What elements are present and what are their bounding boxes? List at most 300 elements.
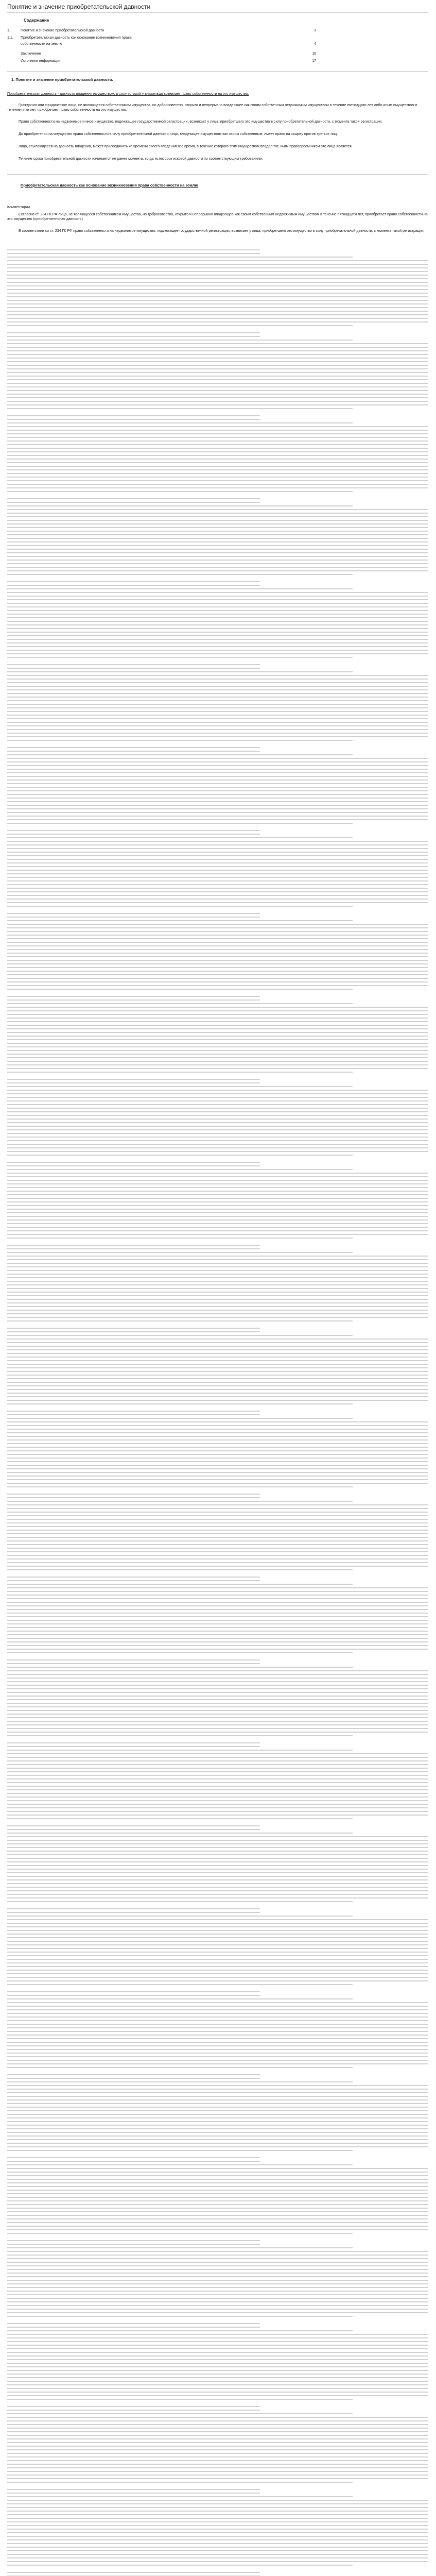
text-line [7,2049,428,2050]
text-line [7,650,428,651]
text-line [7,1847,428,1848]
text-line [7,671,353,672]
text-line [7,2529,428,2530]
text-line [7,296,428,297]
text-line [7,722,428,723]
text-line [7,2103,428,2104]
text-line [7,2092,428,2093]
text-line [7,1558,428,1560]
text-line [7,1057,428,1058]
text-line [7,1357,428,1358]
toc-item[interactable] [7,36,316,40]
text-line [7,2099,428,2100]
text-line [7,1649,428,1650]
text-line [7,1028,428,1029]
text-line [7,1670,428,1671]
text-line [7,697,428,698]
text-line [7,2384,428,2385]
text-line [7,2446,428,2447]
text-line [7,1717,428,1718]
text-line [7,1746,260,1747]
text-line [7,1714,428,1715]
text-line [7,2081,353,2082]
text-line [7,1728,428,1729]
text-line [7,2565,353,2566]
text-line [7,1735,353,1736]
text-line [7,451,428,452]
text-line [7,285,428,286]
text-line [7,754,353,755]
text-line [7,1952,428,1953]
text-line [7,2016,428,2018]
text-line [7,433,428,434]
text-line [7,1501,353,1502]
text-line [7,2078,260,2079]
text-line [7,2128,428,2129]
text-line [7,848,428,849]
text-line [7,779,428,781]
text-line [7,1090,428,1091]
text-line [7,401,428,402]
text-line [7,679,428,680]
text-line [7,660,428,662]
text-line [7,1093,428,1094]
text-line [7,1378,428,1379]
text-line [7,704,428,705]
text-line [7,1252,353,1253]
text-line [7,1436,428,1437]
text-line [7,1097,428,1098]
text-line [7,2301,428,2302]
text-line [7,1111,428,1112]
text-line [7,563,428,564]
text-line [7,693,428,694]
text-line [7,2572,260,2573]
text-line [7,844,428,845]
text-line [7,1403,353,1404]
text-line [7,2485,428,2486]
text-line [7,545,428,546]
text-line [7,430,428,431]
text-line [7,2568,428,2569]
text-line [7,1919,428,1920]
text-line [7,1580,260,1581]
text-line [7,1454,428,1455]
text-line [7,2287,428,2288]
text-line [7,1613,428,1614]
text-line [7,2471,428,2472]
text-line [7,1815,428,1816]
section-heading [21,183,417,188]
text-line [7,1072,353,1073]
text-line [7,1205,428,1206]
text-line [7,336,260,337]
text-line [7,2085,428,2086]
text-line [7,368,428,369]
text-line [7,1923,428,1924]
text-line [7,523,428,524]
toc-item-number: 1.1. [7,36,13,40]
text-line [7,2197,428,2198]
toc-item[interactable] [21,52,316,56]
text-line [7,2298,428,2299]
text-line [7,527,428,528]
text-line [7,2027,428,2028]
text-line [7,596,428,597]
text-line [7,2525,428,2526]
text-line [7,1432,428,1433]
text-line [7,2258,428,2259]
text-line [7,1861,428,1862]
text-line [7,1266,428,1267]
paragraph: Течение срока приобретательной давности начинается не ранее момента, когда истек срок исковой давности по соответствующим требованиям. [19,157,263,161]
text-line [7,1082,260,1083]
text-line [7,267,428,268]
text-line [7,2323,260,2324]
text-line [7,2500,428,2501]
text-line [7,1292,428,1293]
text-line [7,758,428,759]
text-line [7,1627,428,1628]
text-line [7,1696,428,1697]
text-line [7,1061,428,1062]
text-line [7,1959,428,1960]
text-line [7,1905,428,1906]
text-line [7,1122,428,1123]
text-line [7,1732,428,1733]
text-line [7,1248,260,1249]
text-line [7,2186,428,2187]
text-line [7,1706,428,1707]
text-line [7,906,353,907]
text-line [7,2168,428,2169]
text-line [7,1494,260,1495]
text-line [7,473,428,474]
paragraph: Согласно ст. 234 ГК РФ лицо, не являющееся собственником имущества, но добросовестно, открыто и непрерывно владеющее как своим собственным недвижимым имуществом в течение пятнадцати лет, приобретает право собственности на это имущество (приобретательная давность). [7,213,428,221]
text-line [7,1238,353,1239]
text-line [7,1973,428,1974]
text-line [7,2143,428,2144]
text-line [7,278,428,279]
text-line [7,2345,428,2346]
text-line [7,444,428,445]
text-line [7,2024,428,2025]
text-line [7,1836,428,1837]
text-line [7,2291,428,2292]
paragraph: Комментарии [7,206,30,209]
text-line [7,1458,428,1459]
text-line [7,1349,428,1350]
text-line [7,264,428,265]
text-line [7,2438,428,2439]
text-line [7,909,428,910]
text-line [7,1818,353,1819]
text-line [7,1504,428,1505]
text-line [7,2536,428,2537]
text-line [7,1872,428,1873]
text-line [7,1519,428,1520]
text-line [7,1068,428,1069]
text-line [7,963,428,964]
text-line [7,588,353,589]
text-line [7,2056,428,2057]
text-line [7,350,428,351]
text-line [7,1656,428,1657]
text-line [7,578,428,579]
text-line [7,2280,428,2281]
text-line [7,1425,428,1426]
text-line [7,1025,428,1026]
text-line [7,1926,428,1927]
text-line [7,664,260,665]
text-line [7,1977,428,1978]
text-line [7,534,428,535]
toc-item-number: 1. [7,29,10,32]
text-line [7,1757,428,1758]
text-line [7,477,428,478]
text-line [7,404,428,405]
text-line [7,2240,260,2241]
text-line [7,2428,428,2429]
text-line [7,880,428,882]
text-line [7,343,428,344]
text-line [7,614,428,615]
text-line [7,1789,428,1790]
text-line [7,2420,428,2421]
text-line [7,1418,353,1419]
paragraph: До приобретения на имущество права собственности в силу приобретательной давности лицо, владеющее имуществом как своим собственным, имеет право на защиту против третьих лиц. [19,132,338,136]
text-line [7,491,353,492]
text-line [7,1522,428,1523]
text-line [7,812,428,813]
text-line [7,2294,428,2295]
text-line [7,1537,428,1538]
text-line [7,891,428,892]
text-line [7,376,428,377]
text-line [7,1396,428,1397]
text-line [7,2013,428,2014]
text-line [7,682,428,683]
text-line [7,340,353,341]
text-line [7,2478,428,2479]
text-line [7,1995,260,1996]
text-line [7,1313,428,1314]
text-line [7,1263,428,1264]
text-line [7,2269,428,2270]
text-line [7,834,260,835]
text-line [7,1223,428,1224]
text-line [7,1411,260,1412]
text-line [7,2464,428,2465]
toc-item-page: 17 [312,59,316,63]
text-line [7,783,428,784]
text-line [7,1165,260,1166]
text-line [7,1645,428,1646]
text-line [7,1256,428,1257]
text-line [7,1375,428,1376]
text-line [7,1407,428,1408]
text-line [7,772,428,773]
text-line [7,1908,260,1909]
text-line [7,365,428,366]
text-line [7,1703,428,1704]
text-line [7,1991,260,1992]
text-line [7,1086,353,1087]
paragraph: Лицо, ссылающееся на давность владения, может присоединить ко времени своего владения все время, в течение которого этим имуществом владел тот, чьим правопреемником это лицо является. [19,145,353,148]
text-line [7,1544,428,1545]
text-line [7,823,353,824]
text-line [7,1209,428,1210]
text-line [7,1879,428,1880]
text-line [7,260,428,261]
text-line [7,2262,428,2263]
paragraph: Право собственности на недвижимое и иное имущество, подлежащее государственной регистрации, возникает у лица, приобретшего это имущество в силу приобретательной давности, с момента такой регистрации. [19,120,383,124]
text-line [7,2146,428,2147]
text-line [7,2236,428,2238]
text-line [7,675,428,676]
text-line [7,2363,428,2364]
text-line [7,935,428,936]
text-line [7,1876,428,1877]
text-line [7,1890,428,1891]
text-line [7,1512,428,1513]
text-line [7,1710,428,1711]
text-line [7,1573,428,1574]
text-line [7,1620,428,1621]
text-line [7,347,428,348]
text-line [7,2467,428,2468]
text-line [7,1335,353,1336]
text-line [7,513,428,514]
text-line [7,2247,353,2248]
text-line [7,1180,428,1181]
text-line [7,1140,428,1141]
text-line [7,974,428,975]
text-line [7,740,353,741]
text-line [7,1641,428,1642]
text-line [7,408,353,409]
text-line [7,1317,428,1318]
text-line [7,1681,428,1682]
text-line [7,567,428,568]
text-line [7,899,428,900]
text-line [7,1447,428,1448]
text-line [7,246,428,247]
toc-item[interactable] [7,29,316,32]
text-line [7,311,428,312]
text-line [7,592,428,593]
text-line [7,1829,260,1830]
text-line [7,1966,428,1967]
toc-item[interactable] [21,59,316,63]
text-line [7,1566,428,1567]
text-line [7,1962,428,1963]
text-line [7,1054,428,1055]
text-line [7,2507,428,2508]
text-line [7,300,428,301]
text-line [7,686,428,687]
text-line [7,1472,428,1473]
text-line [7,981,428,982]
text-line [7,639,428,640]
toc-item-label: Понятие и значение приобретательской давности [21,29,104,32]
text-line [7,2402,428,2403]
text-line [7,1241,428,1242]
text-line [7,1014,428,1015]
text-line [7,2038,428,2039]
toc-item-label: Источники информации [21,59,61,63]
text-line [7,1450,428,1451]
text-line [7,1476,428,1477]
text-line [7,332,260,333]
text-line [7,1526,428,1527]
text-line [7,751,260,752]
text-line [7,855,428,856]
text-line [7,1486,353,1487]
text-line [7,372,428,373]
section-heading-text: Приобретательская давность как основание возникновения права собственности на землю [21,183,198,188]
text-line [7,462,428,463]
text-line [7,1584,353,1585]
text-line [7,1324,428,1325]
text-line [7,2319,428,2320]
text-line [7,996,260,997]
text-line [7,2172,428,2173]
text-line [7,2182,428,2183]
text-line [7,354,428,355]
text-line [7,1331,260,1332]
text-line [7,2200,428,2201]
text-line [7,621,428,622]
text-line [7,1443,428,1444]
text-line [7,2107,428,2108]
text-line [7,1414,260,1415]
text-line [7,938,428,939]
text-line [7,1018,428,1019]
text-line [7,1194,428,1195]
text-line [7,2067,353,2068]
text-line [7,2489,260,2490]
text-line [7,502,260,503]
text-line [7,2410,260,2411]
text-line [7,2053,428,2054]
text-line [7,2496,353,2497]
text-line [7,1970,428,1971]
text-line [7,1551,428,1552]
text-line [7,275,428,276]
text-line [7,1897,428,1899]
text-line [7,1039,428,1040]
text-line [7,1342,428,1343]
text-line [7,2348,428,2349]
text-line [7,2399,353,2400]
text-line [7,733,428,734]
text-line [7,769,428,770]
text-line [7,945,428,946]
text-line [7,725,428,726]
text-line [7,2557,428,2558]
text-line [7,1133,428,1134]
text-line [7,877,428,878]
text-line [7,960,428,961]
text-line [7,1227,428,1228]
text-line [7,289,428,290]
text-line [7,1201,428,1202]
text-line [7,2435,428,2436]
text-line [7,2164,353,2165]
text-line [7,2312,428,2313]
toc-item[interactable] [21,42,316,46]
